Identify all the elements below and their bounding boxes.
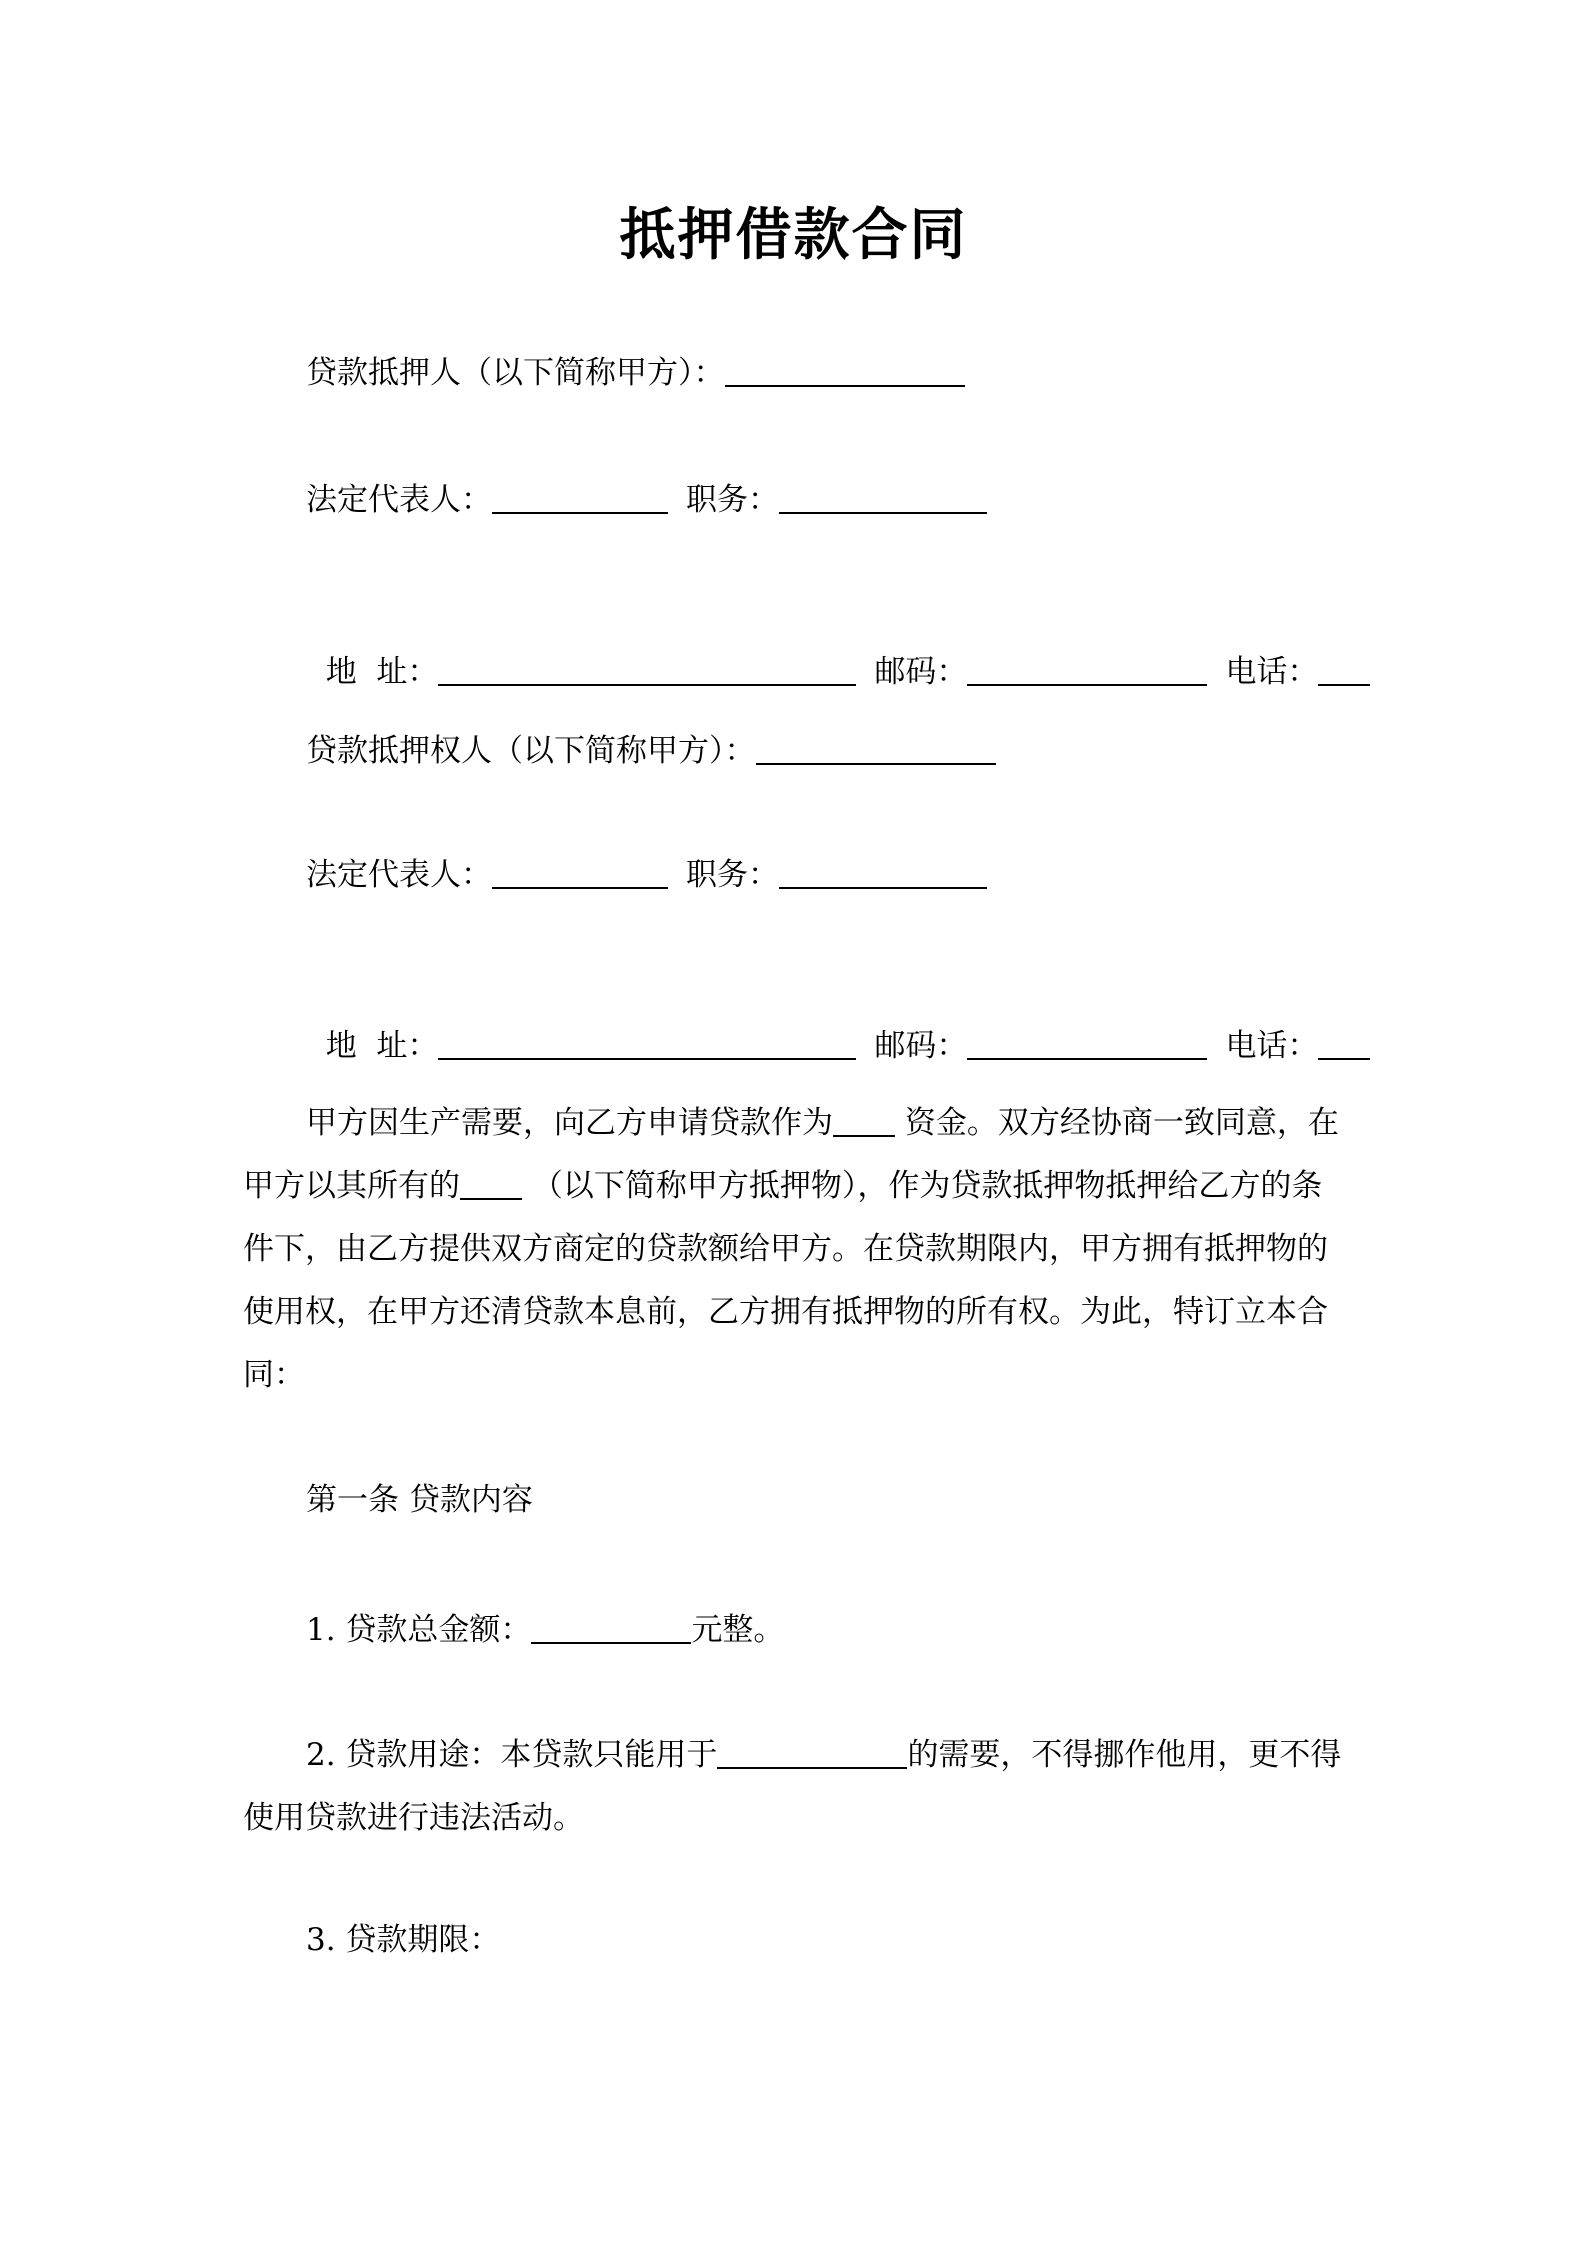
mortgagee-address-blank[interactable] [438, 1028, 856, 1060]
document-title: 抵押借款合同 [619, 203, 968, 268]
mortgagee-postcode-label: 邮码： [874, 1028, 968, 1064]
mortgagor-position-label: 职务： [686, 482, 779, 518]
preamble-part1: 甲方因生产需要，向乙方申请贷款作为 [306, 1105, 833, 1141]
mortgagor-rep-line [306, 477, 987, 523]
mortgagor-position-blank[interactable] [779, 482, 987, 514]
loan-purpose-suffix: 的需要，不得挪作他用，更不得使用贷款进行违法活动。 [243, 1737, 1342, 1836]
mortgagor-legal-rep-label: 法定代表人： [306, 482, 492, 518]
mortgagor-label: 贷款抵押人（以下简称甲方）： [306, 355, 725, 391]
mortgagee-legal-rep-blank[interactable] [492, 857, 668, 889]
loan-purpose-label: 2. 贷款用途：本贷款只能用于 [306, 1737, 718, 1773]
article1-item1 [306, 1607, 784, 1653]
loan-term-label: 3. 贷款期限： [306, 1922, 501, 1958]
loan-purpose-blank[interactable] [717, 1737, 907, 1769]
preamble-part3: （以下简称甲方抵押物），作为贷款抵押物抵押给乙方的条件下，由乙方提供双方商定的贷款额给甲方。在贷款期限内，甲方拥有抵押物的使用权，在甲方还清贷款本息前，乙方拥有抵押物的所有权。为此，特订立本合同： [243, 1168, 1328, 1393]
mortgagee-postcode-blank[interactable] [967, 1028, 1207, 1060]
mortgagee-line [306, 728, 996, 774]
mortgagee-label: 贷款抵押权人（以下简称甲方）： [306, 733, 756, 769]
collateral-blank[interactable] [460, 1168, 522, 1200]
mortgagor-phone-label: 电话： [1225, 654, 1319, 690]
preamble-paragraph [243, 1092, 1353, 1407]
mortgagee-position-blank[interactable] [779, 857, 987, 889]
mortgagee-position-label: 职务： [686, 857, 779, 893]
loan-amount-label: 1. 贷款总金额： [306, 1612, 532, 1648]
mortgagor-address-label: 地 址： [325, 654, 439, 690]
mortgagor-blank[interactable] [725, 355, 965, 387]
mortgagee-blank[interactable] [756, 733, 996, 765]
article1-heading: 第一条 贷款内容 [306, 1482, 533, 1518]
mortgagee-phone-blank[interactable] [1318, 1028, 1370, 1060]
article1-item2 [243, 1724, 1353, 1850]
article1-item3 [306, 1917, 500, 1963]
mortgagee-address-line [306, 977, 1370, 1069]
mortgagor-address-blank[interactable] [438, 654, 856, 686]
mortgagee-rep-line [306, 852, 987, 898]
loan-amount-blank[interactable] [531, 1612, 691, 1644]
mortgagor-phone-blank[interactable] [1318, 654, 1370, 686]
preamble-part2: 资金。双方经协商一致同意，在甲方以其所有的 [243, 1105, 1339, 1204]
mortgagee-phone-label: 电话： [1225, 1028, 1319, 1064]
mortgagee-legal-rep-label: 法定代表人： [306, 857, 492, 893]
mortgagor-postcode-blank[interactable] [967, 654, 1207, 686]
mortgagor-address-line [306, 603, 1370, 695]
mortgagor-postcode-label: 邮码： [874, 654, 968, 690]
loan-amount-suffix: 元整。 [691, 1612, 785, 1648]
mortgagor-line [306, 350, 965, 396]
mortgagee-address-label: 地 址： [325, 1028, 439, 1064]
mortgagor-legal-rep-blank[interactable] [492, 482, 668, 514]
fund-type-blank[interactable] [833, 1105, 895, 1137]
